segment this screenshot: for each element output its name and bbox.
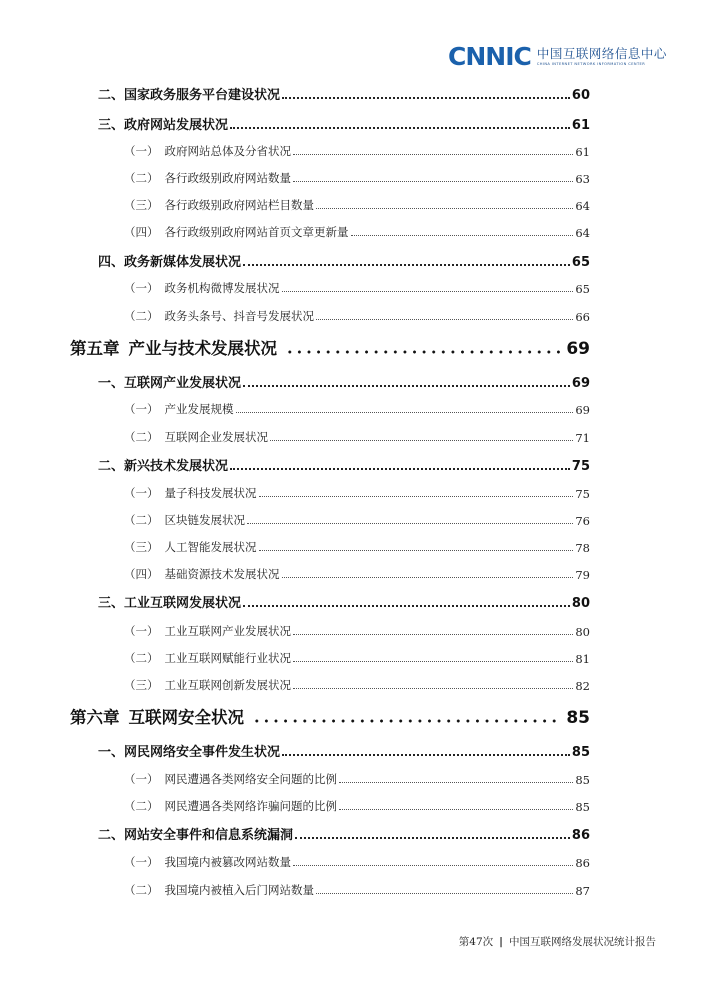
toc-entry-label [124, 623, 291, 639]
toc-dot-leader [295, 837, 570, 839]
toc-dot-leader [247, 523, 573, 524]
toc-page-number: 85 [575, 773, 590, 787]
toc-entry-label [124, 882, 314, 898]
toc-entry-title: 四、政务新媒体发展状况 [98, 255, 242, 270]
toc-subsection-entry[interactable] [124, 651, 590, 666]
toc-entry-label [124, 539, 257, 555]
toc-page-number: 65 [575, 282, 590, 296]
toc-page-number: 85 [571, 745, 590, 760]
toc-page-number: 80 [571, 596, 590, 611]
toc-entry-title: 政务头条号、抖音号发展状况 [164, 309, 314, 323]
toc-entry-number: （一） [124, 402, 159, 416]
toc-entry-label [124, 308, 314, 324]
toc-dot-leader [293, 661, 573, 662]
toc-dot-leader [293, 154, 573, 155]
toc-entry-label [124, 677, 291, 693]
toc-subsection-entry[interactable] [124, 309, 590, 324]
toc-entry-number: （一） [124, 144, 159, 158]
toc-page-number: 71 [575, 431, 590, 445]
toc-entry-title: 一、互联网产业发展状况 [98, 376, 242, 391]
toc-page-number: 60 [571, 88, 590, 103]
toc-entry-label [98, 741, 280, 760]
toc-dot-leader [270, 440, 573, 441]
toc-entry-label [124, 485, 257, 501]
toc-chapter-entry[interactable] [70, 706, 590, 728]
toc-subsection-entry[interactable] [124, 225, 590, 240]
toc-dot-leader [243, 385, 570, 387]
toc-entry-label [124, 512, 245, 528]
footer-separator: | [499, 935, 503, 948]
toc-subsection-entry[interactable] [124, 144, 590, 159]
toc-entry-number: （二） [124, 430, 159, 444]
toc-page-number: 75 [575, 487, 590, 501]
toc-entry-number: 第六章 [70, 708, 120, 727]
toc-entry-title: 二、新兴技术发展状况 [98, 459, 229, 474]
toc-page-number: 69 [571, 376, 590, 391]
toc-page-number: 86 [571, 828, 590, 843]
toc-entry-label [70, 704, 244, 728]
toc-page-number: 86 [575, 856, 590, 870]
toc-dot-leader [282, 97, 570, 99]
toc-dot-leader [259, 550, 574, 551]
toc-entry-label [124, 143, 291, 159]
footer-page-label: 第47次 [458, 936, 494, 948]
toc-entry-number: （二） [124, 799, 159, 813]
toc-dot-leader [351, 235, 574, 236]
toc-chapter-entry[interactable] [70, 337, 590, 359]
toc-subsection-entry[interactable] [124, 513, 590, 528]
toc-entry-title: 产业与技术发展状况 [128, 339, 277, 358]
toc-entry-label [124, 170, 291, 186]
toc-entry-label [98, 84, 280, 103]
toc-entry-title: 二、国家政务服务平台建设状况 [98, 88, 281, 103]
toc-entry-number: （三） [124, 198, 159, 212]
toc-subsection-entry[interactable] [124, 281, 590, 296]
toc-dot-leader [293, 181, 573, 182]
toc-entry-title: 各行政级别政府网站数量 [164, 171, 291, 185]
toc-entry-label [124, 650, 291, 666]
toc-entry-label [70, 335, 277, 359]
logo-chinese-name: 中国互联网络信息中心 [536, 46, 667, 62]
toc-entry-title: 各行政级别政府网站栏目数量 [164, 198, 314, 212]
toc-entry-label [124, 197, 314, 213]
page-footer [459, 934, 656, 949]
toc-page-number: 78 [575, 541, 590, 555]
toc-dot-leader [230, 468, 570, 470]
toc-entry-title: 基础资源技术发展状况 [164, 567, 280, 581]
toc-subsection-entry[interactable] [124, 624, 590, 639]
toc-dot-leader [259, 496, 574, 497]
toc-page-number: 63 [575, 172, 590, 186]
toc-page-number: 85 [575, 800, 590, 814]
toc-page-number: 76 [575, 514, 590, 528]
toc-dot-leader [282, 577, 574, 578]
toc-page-number: 80 [575, 625, 590, 639]
toc-entry-number: （二） [124, 513, 159, 527]
toc-page-number: 81 [575, 652, 590, 666]
toc-entry-number: （一） [124, 281, 159, 295]
toc-page-number: 66 [575, 310, 590, 324]
toc-entry-number: （一） [124, 624, 159, 638]
toc-dot-leader [243, 264, 570, 266]
toc-entry-number: （一） [124, 772, 159, 786]
toc-subsection-entry[interactable] [124, 772, 590, 787]
toc-entry-number: （二） [124, 883, 159, 897]
toc-entry-title: 各行政级别政府网站首页文章更新量 [164, 225, 349, 239]
toc-dot-leader [252, 719, 560, 723]
toc-dot-leader [293, 634, 573, 635]
toc-entry-number: （二） [124, 309, 159, 323]
toc-subsection-entry[interactable] [124, 402, 590, 417]
toc-entry-label [98, 592, 241, 611]
toc-dot-leader [339, 809, 573, 810]
toc-entry-title: 我国境内被篡改网站数量 [164, 855, 291, 869]
toc-page-number: 79 [575, 568, 590, 582]
toc-section-entry[interactable] [98, 254, 590, 270]
toc-entry-title: 工业互联网产业发展状况 [164, 624, 291, 638]
toc-entry-label [124, 224, 349, 240]
toc-entry-number: （三） [124, 678, 159, 692]
toc-entry-label [124, 854, 291, 870]
toc-entry-title: 量子科技发展状况 [164, 486, 257, 500]
toc-subsection-entry[interactable] [124, 883, 590, 898]
toc-dot-leader [339, 782, 573, 783]
toc-entry-label [124, 401, 234, 417]
toc-subsection-entry[interactable] [124, 567, 590, 582]
toc-page-number: 87 [575, 884, 590, 898]
toc-section-entry[interactable] [98, 87, 590, 103]
toc-entry-title: 我国境内被植入后门网站数量 [164, 883, 314, 897]
toc-subsection-entry[interactable] [124, 799, 590, 814]
toc-page-number: 64 [575, 226, 590, 240]
toc-entry-label [124, 280, 280, 296]
toc-entry-title: 三、政府网站发展状况 [98, 118, 229, 133]
toc-entry-number: 第五章 [70, 339, 120, 358]
toc-dot-leader [293, 688, 573, 689]
toc-page-number: 85 [566, 708, 590, 728]
toc-dot-leader [293, 865, 573, 866]
toc-section-entry[interactable] [98, 458, 590, 474]
logo-text [537, 47, 667, 66]
toc-entry-label [98, 372, 241, 391]
toc-entry-title: 政务机构微博发展状况 [164, 281, 280, 295]
toc-subsection-entry[interactable] [124, 171, 590, 186]
toc-subsection-entry[interactable] [124, 540, 590, 555]
cnnic-logo [448, 44, 667, 69]
toc-entry-number: （四） [124, 225, 159, 239]
toc-dot-leader [282, 291, 574, 292]
toc-dot-leader [316, 893, 573, 894]
toc-entry-number: （三） [124, 540, 159, 554]
toc-entry-title: 三、工业互联网发展状况 [98, 596, 242, 611]
toc-section-entry[interactable] [98, 827, 590, 843]
toc-subsection-entry[interactable] [124, 486, 590, 501]
toc-entry-label [124, 798, 337, 814]
toc-entry-number: （一） [124, 486, 159, 500]
toc-entry-title: 互联网企业发展状况 [164, 430, 268, 444]
toc-entry-title: 网民遭遇各类网络安全问题的比例 [164, 772, 337, 786]
toc-entry-title: 产业发展规模 [164, 402, 234, 416]
toc-entry-label [98, 455, 228, 474]
toc-entry-title: 政府网站总体及分省状况 [164, 144, 291, 158]
toc-page-number: 61 [571, 118, 590, 133]
toc-entry-title: 工业互联网赋能行业状况 [164, 651, 291, 665]
toc-page-number: 61 [575, 145, 590, 159]
toc-section-entry[interactable] [98, 375, 590, 391]
toc-subsection-entry[interactable] [124, 678, 590, 693]
toc-dot-leader [285, 350, 560, 354]
toc-entry-title: 互联网安全状况 [128, 708, 244, 727]
toc-dot-leader [282, 754, 570, 756]
toc-entry-label [98, 251, 241, 270]
toc-entry-title: 人工智能发展状况 [164, 540, 257, 554]
toc-entry-label [98, 824, 293, 843]
toc-entry-number: （四） [124, 567, 159, 581]
toc-dot-leader [230, 127, 570, 129]
toc-entry-label [124, 566, 280, 582]
toc-entry-title: 区块链发展状况 [164, 513, 245, 527]
toc-entry-label [98, 114, 228, 133]
toc-dot-leader [243, 605, 570, 607]
toc-subsection-entry[interactable] [124, 855, 590, 870]
toc-entry-title: 网民遭遇各类网络诈骗问题的比例 [164, 799, 337, 813]
toc-page-number: 65 [571, 255, 590, 270]
toc-page-number: 64 [575, 199, 590, 213]
toc-dot-leader [316, 319, 573, 320]
toc-section-entry[interactable] [98, 744, 590, 760]
toc-page-number: 82 [575, 679, 590, 693]
logo-english-name: CHINA INTERNET NETWORK INFORMATION CENTER [536, 61, 646, 66]
toc-subsection-entry[interactable] [124, 430, 590, 445]
toc-page-number: 75 [571, 459, 590, 474]
toc-page-number: 69 [575, 403, 590, 417]
footer-report-title: 中国互联网络发展状况统计报告 [509, 936, 656, 948]
toc-entry-title: 工业互联网创新发展状况 [164, 678, 291, 692]
toc-subsection-entry[interactable] [124, 198, 590, 213]
toc-dot-leader [316, 208, 573, 209]
toc-section-entry[interactable] [98, 595, 590, 611]
toc-entry-title: 二、网站安全事件和信息系统漏洞 [98, 828, 294, 843]
toc-dot-leader [236, 412, 574, 413]
logo-mark: CNNIC [448, 42, 531, 71]
toc-entry-number: （二） [124, 651, 159, 665]
toc-entry-label [124, 771, 337, 787]
toc-page-number: 69 [566, 339, 590, 359]
toc-section-entry[interactable] [98, 117, 590, 133]
toc-entry-label [124, 429, 268, 445]
toc-entry-number: （一） [124, 855, 159, 869]
toc-entry-number: （二） [124, 171, 159, 185]
toc-entry-title: 一、网民网络安全事件发生状况 [98, 745, 281, 760]
